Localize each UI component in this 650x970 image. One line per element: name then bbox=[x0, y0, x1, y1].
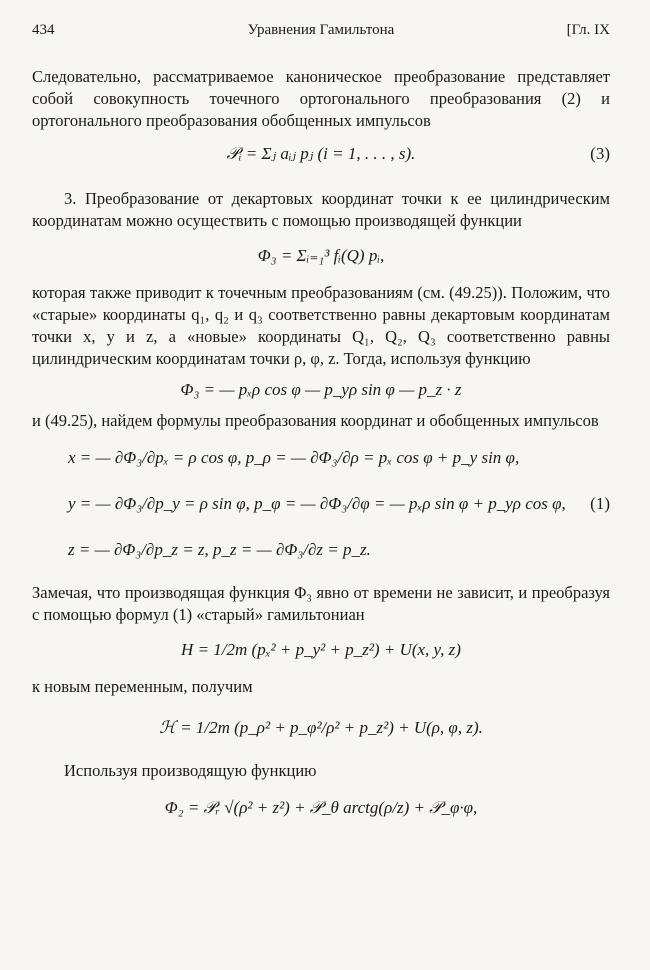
paragraph-7: Используя производящую функцию bbox=[64, 761, 317, 780]
book-page bbox=[32, 22, 610, 820]
equation-hamiltonian-old-body: H = 1/2m (pₓ² + p_y² + p_z²) + U(x, y, z) bbox=[181, 640, 461, 659]
equation-phi2-body: Φ₂ = 𝒫ᵣ √(ρ² + z²) + 𝒫_θ arctg(ρ/z) + 𝒫_φ·φ, bbox=[164, 798, 478, 817]
paragraph-2: 3. Преобразование от декартовых координат точки к ее цилиндрическим координатам можно осуществить с помощью производящей функции bbox=[32, 189, 610, 230]
equation-phi2 bbox=[32, 796, 610, 820]
equation-1-row-2 bbox=[32, 492, 610, 516]
equation-phi3-explicit-body: Φ₃ = — pₓρ cos φ — p_yρ sin φ — p_z · z bbox=[180, 380, 462, 399]
equation-3 bbox=[32, 142, 610, 166]
chapter-label: [Гл. IX bbox=[566, 22, 610, 38]
equation-3-number: (3) bbox=[590, 144, 610, 163]
equation-1-row-3 bbox=[32, 538, 610, 562]
equation-1-row-1-body: x = — ∂Φ₃/∂pₓ = ρ cos φ, p_ρ = — ∂Φ₃/∂ρ = pₓ cos φ + p_y sin φ, bbox=[68, 448, 520, 467]
equation-1-row-2-body: y = — ∂Φ₃/∂p_y = ρ sin φ, p_φ = — ∂Φ₃/∂φ = — pₓρ sin φ + p_yρ cos φ, bbox=[68, 494, 566, 513]
equation-1-row-3-body: z = — ∂Φ₃/∂p_z = z, p_z = — ∂Φ₃/∂z = p_z. bbox=[68, 540, 371, 559]
equation-phi3-explicit bbox=[32, 378, 610, 402]
page-number: 434 bbox=[32, 22, 55, 38]
equation-3-body: 𝒫ᵢ = Σⱼ aᵢⱼ pⱼ (i = 1, . . . , s). bbox=[226, 144, 416, 163]
running-title: Уравнения Гамильтона bbox=[247, 22, 395, 38]
running-header bbox=[32, 22, 610, 48]
equation-hamiltonian-old bbox=[32, 638, 610, 662]
paragraph-6: к новым переменным, получим bbox=[32, 677, 253, 696]
paragraph-3: которая также приводит к точечным преобразованиям (см. (49.25)). Положим, что «старые» координаты q₁, q₂ и q₃ соответственно равны декартовым координатам точки x, y и z, а «новые» координаты Q₁, Q₂, Q₃ соответственно равны цилиндрическим координатам точки ρ, φ, z. Тогда, используя функцию bbox=[32, 283, 610, 368]
paragraph-4: и (49.25), найдем формулы преобразования координат и обобщенных импульсов bbox=[32, 411, 599, 430]
equation-1-number: (1) bbox=[590, 494, 610, 513]
equation-hamiltonian-new-body: ℋ = 1/2m (p_ρ² + p_φ²/ρ² + p_z²) + U(ρ, φ, z). bbox=[159, 718, 483, 737]
paragraph-5: Замечая, что производящая функция Φ₃ явно от времени не зависит, и преобразуя с помощью формул (1) «старый» гамильтониан bbox=[32, 583, 610, 624]
paragraph-1: Следовательно, рассматриваемое каноническое преобразование представляет собой совокупность точечного ортогонального преобразования (2) и ортогонального преобразования обобщенных импульсов bbox=[32, 67, 610, 130]
equation-phi3-sum-body: Φ₃ = Σᵢ₌₁³ fᵢ(Q) pᵢ, bbox=[257, 246, 385, 265]
equation-hamiltonian-new bbox=[32, 716, 610, 740]
equation-1-row-1 bbox=[32, 446, 610, 470]
equation-phi3-sum bbox=[32, 244, 610, 268]
